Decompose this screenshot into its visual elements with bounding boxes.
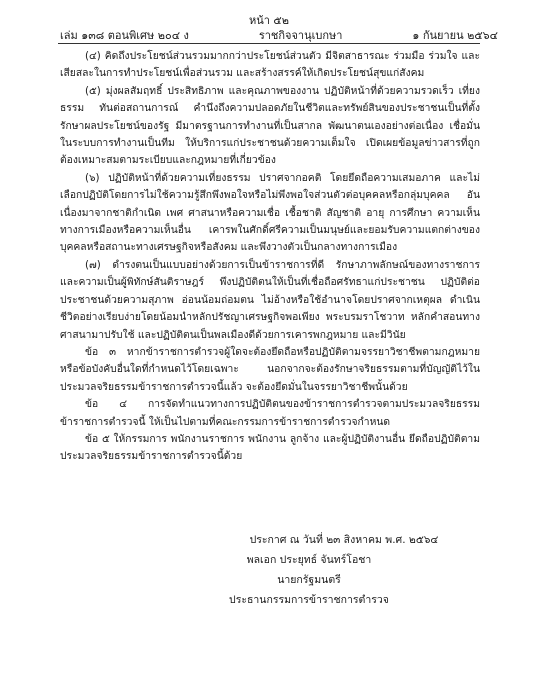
paragraph-item-4: (๔) คิดถึงประโยชน์ส่วนรวมมากกว่าประโยชน์ส่วนตัว มีจิตสาธารณะ ร่วมมือ ร่วมใจ และเสียสละในการทำประโยชน์เพื่อส่วนรวม และสร้างสรรค์ให้เกิดประโยชน์สุขแก่สังคม — [60, 50, 480, 80]
paragraph-item-5: (๕) มุ่งผลสัมฤทธิ์ ประสิทธิภาพ และคุณภาพของงาน ปฏิบัติหน้าที่ด้วยความรวดเร็ว เที่ยงธรรม ทันต่อสถานการณ์ คำนึงถึงความปลอดภัยในชีวิตและทรัพย์สินของประชาชนเป็นที่ตั้ง รักษาผลประโยชน์ของรัฐ มีมาตรฐานการทำงานที่เป็นสากล พัฒนาตนเองอย่างต่อเนื่อง เชื่อมั่นในระบบการทำงานเป็นทีม ให้บริการแก่ประชาชนด้วยความเต็มใจ เปิดเผยข้อมูลข่าวสารที่ถูกต้องเหมาะสมตามระเบียบและกฎหมายที่เกี่ยวข้อง — [60, 84, 480, 167]
announcement-date: ประกาศ ณ วันที่ ๒๓ สิงหาคม พ.ศ. ๒๕๖๔ — [249, 534, 439, 546]
clause-4: ข้อ ๔ การจัดทำแนวทางการปฏิบัติตนของข้าราชการตำรวจตามประมวลจริยธรรมข้าราชการตำรวจนี้ ให้เป็นไปตามที่คณะกรรมการข้าราชการตำรวจกำหนด — [60, 398, 480, 428]
signature-block — [0, 530, 538, 610]
gazette-header — [60, 26, 498, 44]
clause-5: ข้อ ๕ ให้กรรมการ พนักงานราชการ พนักงาน ลูกจ้าง และผู้ปฏิบัติงานอื่น ยึดถือปฏิบัติตามประมวลจริยธรรมข้าราชการตำรวจนี้ด้วย — [60, 432, 480, 463]
header-divider — [58, 43, 480, 44]
signatory-title: นายกรัฐมนตรี — [277, 574, 341, 586]
signatory-position: ประธานกรรมการข้าราชการตำรวจ — [229, 594, 389, 606]
publication-date: ๑ กันยายน ๒๕๖๔ — [412, 29, 498, 42]
volume-info: เล่ม ๑๓๘ ตอนพิเศษ ๒๐๔ ง — [60, 29, 189, 42]
clause-3: ข้อ ๓ หากข้าราชการตำรวจผู้ใดจะต้องยึดถือหรือปฏิบัติตามจรรยาวิชาชีพตามกฎหมาย หรือข้อบังคับอื่นใดที่กำหนดไว้โดยเฉพาะ นอกจากจะต้องรักษาจริยธรรมตามที่บัญญัติไว้ในประมวลจริยธรรมข้าราชการตำรวจนี้แล้ว จะต้องยึดมั่นในจรรยาวิชาชีพนั้นด้วย — [60, 345, 480, 393]
document-body — [60, 48, 480, 466]
page-number: หน้า ๕๒ — [248, 14, 290, 27]
paragraph-item-6: (๖) ปฏิบัติหน้าที่ด้วยความเที่ยงธรรม ปราศจากอคติ โดยยึดถือความเสมอภาค และไม่เลือกปฏิบัติโดยการไม่ใช้ความรู้สึกพึงพอใจหรือไม่พึงพอใจส่วนตัวต่อบุคคลหรือกลุ่มบุคคล อันเนื่องมาจากชาติกำเนิด เพศ ศาสนาหรือความเชื่อ เชื้อชาติ สัญชาติ อายุ การศึกษา ความเห็นทางการเมืองหรือความเห็นอื่น เคารพในศักดิ์ศรีความเป็นมนุษย์และยอมรับความแตกต่างของบุคคลหรือสถานะทางเศรษฐกิจหรือสังคม และพึงวางตัวเป็นกลางทางการเมือง — [60, 171, 480, 254]
signatory-name: พลเอก ประยุทธ์ จันทร์โอชา — [246, 554, 372, 566]
gazette-name: ราชกิจจานุเบกษา — [258, 29, 343, 42]
paragraph-item-7: (๗) ดำรงตนเป็นแบบอย่างด้วยการเป็นข้าราชการที่ดี รักษาภาพลักษณ์ของทางราชการ และความเป็นผู้พิทักษ์สันติราษฎร์ พึงปฏิบัติตนให้เป็นที่เชื่อถือศรัทธาแก่ประชาชน ปฏิบัติต่อประชาชนด้วยความสุภาพ อ่อนน้อมถ่อมตน ไม่อ้างหรือใช้อำนาจโดยปราศจากเหตุผล ดำเนินชีวิตอย่างเรียบง่ายโดยน้อมนำหลักปรัชญาเศรษฐกิจพอเพียง พระบรมราโชวาท หลักคำสอนทางศาสนามาปรับใช้ และปฏิบัติตนเป็นพลเมืองดีด้วยการเคารพกฎหมาย และมีวินัย — [60, 258, 480, 341]
